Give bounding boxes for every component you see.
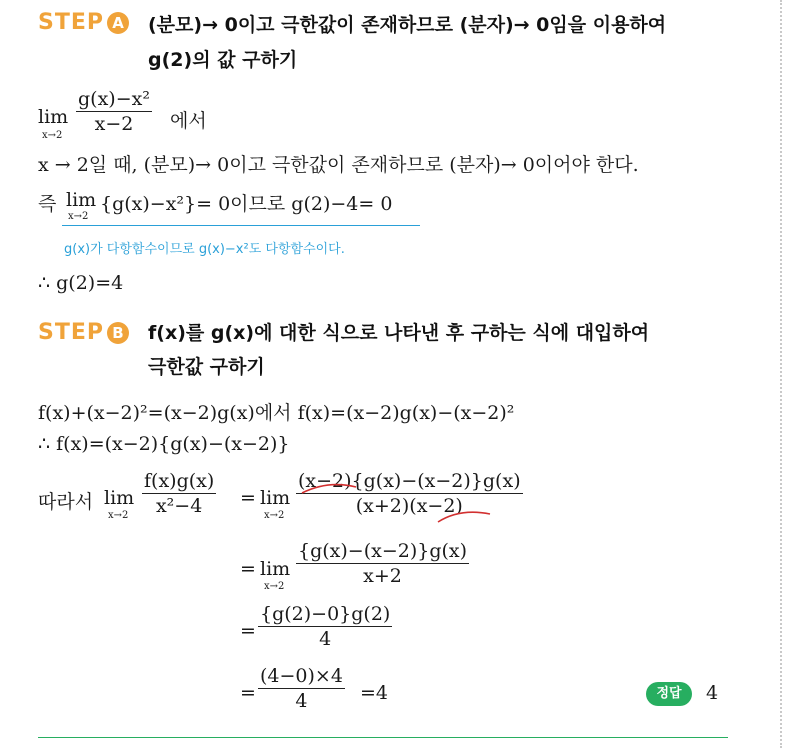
step-b-badge: B [107,322,129,344]
lim-word-3: lim [104,487,135,509]
fraction-b2-num: (x−2){g(x)−(x−2)}g(x) [298,470,521,492]
lim-sub-1: x→2 [42,130,63,141]
equals-2: = [240,558,256,580]
fraction-b4 [258,603,392,650]
fraction-b3-num: {g(x)−(x−2)}g(x) [298,540,468,562]
equals-4: = [240,682,256,704]
cancel-strikes [298,472,368,532]
step-b-line1: f(x)+(x−2)²=(x−2)g(x)에서 f(x)=(x−2)g(x)−(x−2)² [38,402,515,424]
l3-expr: {g(x)−x²}= 0이므로 g(2)−4= 0 [100,193,393,215]
lim-word-1: lim [38,106,69,128]
step-b-label [38,320,129,345]
fraction-a1-den: x−2 [94,113,134,135]
hint-text: g(x)가 다항함수이므로 g(x)−x²도 다항함수이다. [64,242,345,257]
step-a-label [38,10,129,35]
lim-sub-2: x→2 [68,211,89,222]
equals-3: = [240,620,256,642]
lim-sub-5: x→2 [264,581,285,592]
fraction-b2-den: (x+2)(x−2) [355,495,463,517]
bottom-divider [38,737,728,738]
step-b-line2: ∴ f(x)=(x−2){g(x)−(x−2)} [38,433,290,455]
fraction-b5 [258,665,345,712]
fraction-a1-num: g(x)−x² [78,88,150,110]
fraction-b1-num: f(x)g(x) [144,470,215,492]
fraction-b5-den: 4 [295,690,308,712]
step-b-title-line2: 극한값 구하기 [148,356,265,378]
page-border [780,0,782,748]
step-a-title-line2: g(2)의 값 구하기 [148,49,298,71]
step-a-title-line1: (분모)→ 0이고 극한값이 존재하므로 (분자)→ 0임을 이용하여 [148,14,667,36]
step-b-word: STEP [38,320,105,345]
lim-word-4: lim [260,487,291,509]
fraction-b3-den: x+2 [363,565,402,587]
answer-value: 4 [706,682,719,704]
cancel-stroke-den-line [438,512,490,522]
lim-sub-4: x→2 [264,510,285,521]
fraction-b1-den: x²−4 [155,495,203,517]
fraction-b3 [296,540,469,587]
lim-word-2: lim [66,189,97,211]
final-result: =4 [360,682,389,704]
l1-tail: 에서 [170,110,207,132]
equals-1: = [240,487,256,509]
fraction-b4-num: {g(2)−0}g(2) [260,603,391,625]
l3-pre: 즉 [38,193,57,215]
cancel-stroke-num [302,485,356,493]
step-a-line2: x → 2일 때, (분모)→ 0이고 극한값이 존재하므로 (분자)→ 0이어야 한다. [38,154,639,176]
fraction-b1 [142,470,216,517]
step-a-result: ∴ g(2)=4 [38,272,124,294]
hint-underline [62,225,420,226]
cancel-strike-den [430,500,500,530]
fraction-a1 [76,88,152,135]
step-a-badge: A [107,12,129,34]
step-b-title-line1: f(x)를 g(x)에 대한 식으로 나타낸 후 구하는 식에 대입하여 [148,322,650,344]
lim-word-5: lim [260,558,291,580]
lim-sub-3: x→2 [108,510,129,521]
answer-badge: 정답 [646,682,692,706]
fraction-b5-num: (4−0)×4 [260,665,343,687]
fraction-b4-den: 4 [319,628,332,650]
l3-b-pre: 따라서 [38,491,94,513]
step-a-word: STEP [38,10,105,35]
